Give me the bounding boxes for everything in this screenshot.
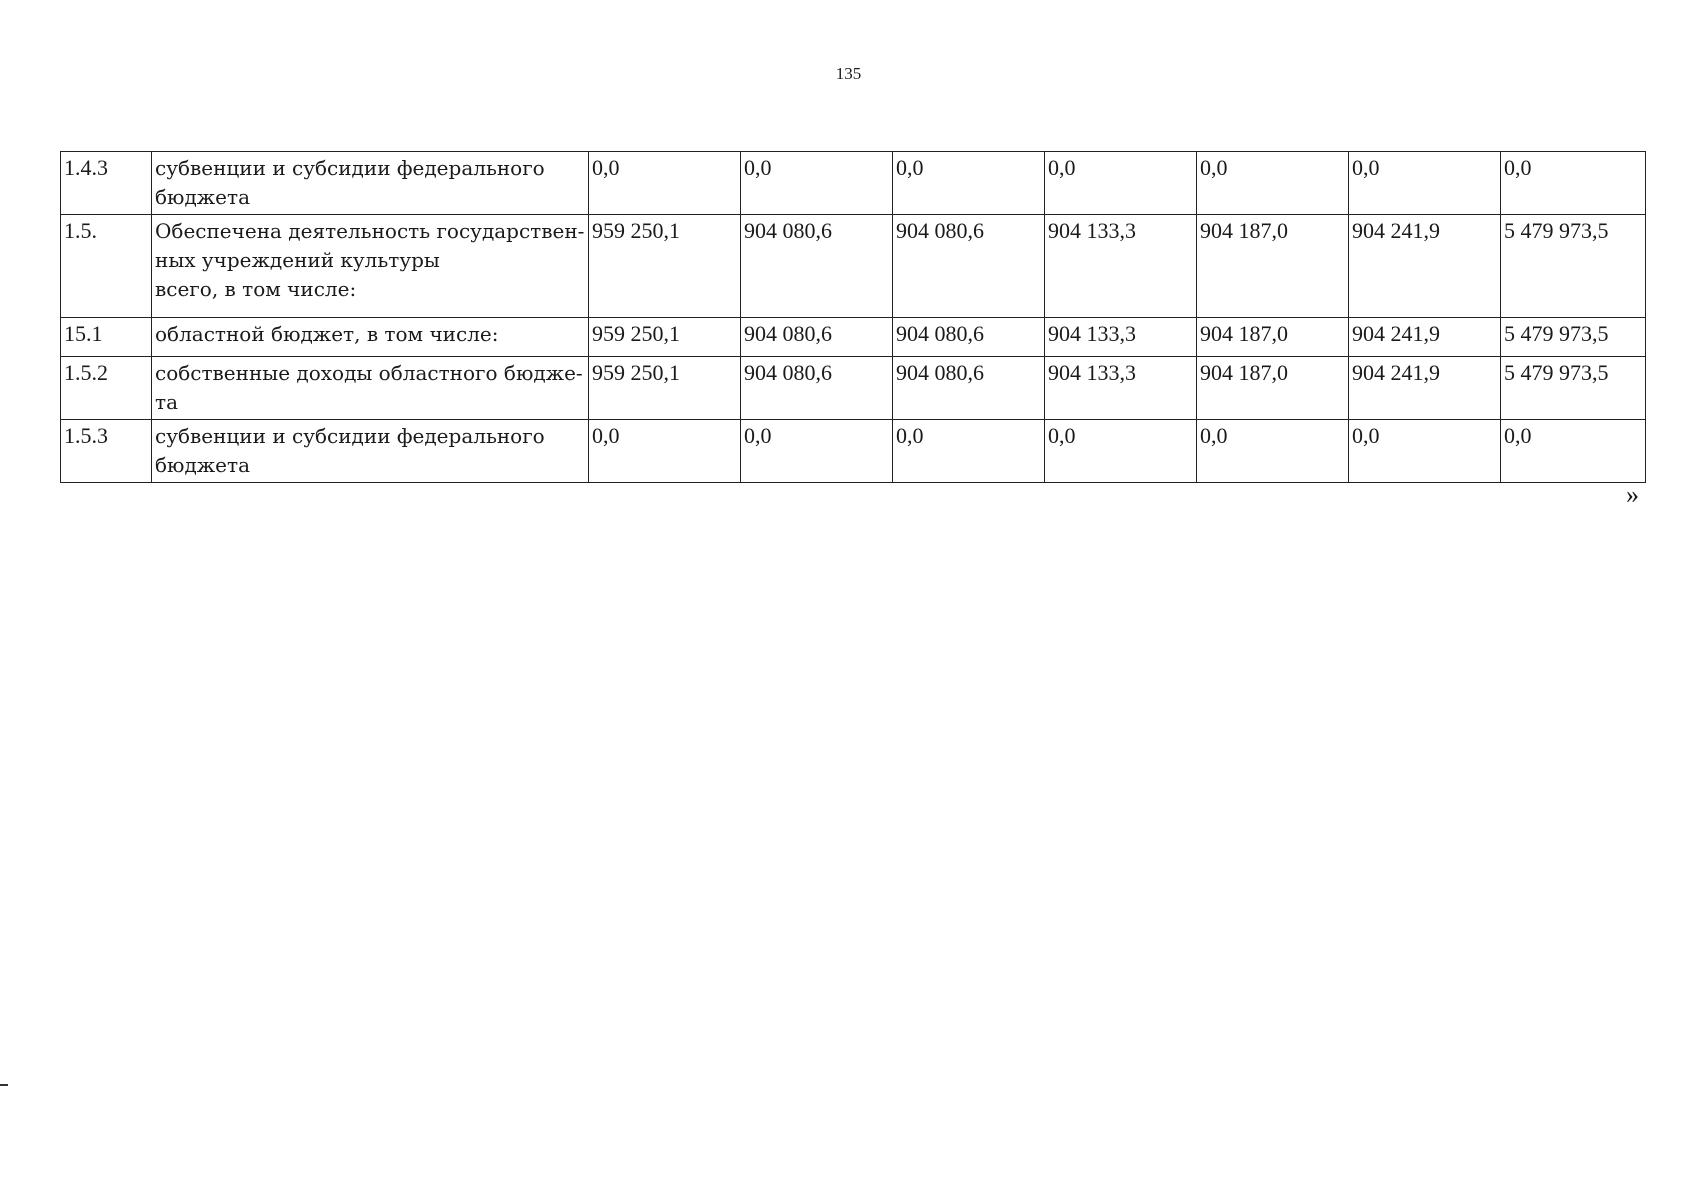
table-row xyxy=(61,420,1646,483)
row-description xyxy=(152,318,589,357)
total-cell: 5 479 973,5 xyxy=(1501,357,1646,420)
row-description-line: областной бюджет, в том числе: xyxy=(155,322,499,346)
table-row xyxy=(61,152,1646,215)
value-cell: 904 133,3 xyxy=(1045,357,1197,420)
value-cell: 0,0 xyxy=(1349,420,1501,483)
value-cell: 904 187,0 xyxy=(1197,357,1349,420)
page-number: 135 xyxy=(835,64,862,83)
margin-dash xyxy=(0,1084,8,1086)
value-cell: 904 241,9 xyxy=(1349,357,1501,420)
value-cell: 904 080,6 xyxy=(741,357,893,420)
row-description-line: Обеспечена деятельность государствен-ных учреждений культуры xyxy=(155,219,585,272)
value-cell: 0,0 xyxy=(1197,152,1349,215)
budget-table xyxy=(60,151,1646,483)
row-description-line: субвенции и субсидии федерального бюджета xyxy=(155,156,545,209)
value-cell: 904 241,9 xyxy=(1349,318,1501,357)
value-cell: 959 250,1 xyxy=(589,357,741,420)
row-description xyxy=(152,215,589,318)
value-cell: 0,0 xyxy=(589,152,741,215)
total-cell: 5 479 973,5 xyxy=(1501,318,1646,357)
total-cell: 5 479 973,5 xyxy=(1501,215,1646,318)
value-cell: 904 080,6 xyxy=(893,357,1045,420)
value-cell: 0,0 xyxy=(741,152,893,215)
value-cell: 0,0 xyxy=(893,152,1045,215)
value-cell: 904 241,9 xyxy=(1349,215,1501,318)
row-code: 1.4.3 xyxy=(61,152,152,215)
value-cell: 959 250,1 xyxy=(589,215,741,318)
row-code: 1.5.3 xyxy=(61,420,152,483)
value-cell: 0,0 xyxy=(741,420,893,483)
row-description-line: всего, в том числе: xyxy=(155,277,357,301)
value-cell: 0,0 xyxy=(1045,152,1197,215)
value-cell: 0,0 xyxy=(1045,420,1197,483)
value-cell: 904 080,6 xyxy=(893,318,1045,357)
value-cell: 0,0 xyxy=(1197,420,1349,483)
table-row xyxy=(61,357,1646,420)
value-cell: 904 080,6 xyxy=(893,215,1045,318)
row-code: 15.1 xyxy=(61,318,152,357)
row-description-line: собственные доходы областного бюдже-та xyxy=(155,361,583,414)
row-description xyxy=(152,420,589,483)
closing-quote-mark: » xyxy=(1626,480,1639,509)
total-cell: 0,0 xyxy=(1501,152,1646,215)
total-cell: 0,0 xyxy=(1501,420,1646,483)
value-cell: 904 133,3 xyxy=(1045,318,1197,357)
value-cell: 904 133,3 xyxy=(1045,215,1197,318)
table-row xyxy=(61,318,1646,357)
row-description xyxy=(152,357,589,420)
row-description xyxy=(152,152,589,215)
value-cell: 904 080,6 xyxy=(741,318,893,357)
value-cell: 904 187,0 xyxy=(1197,215,1349,318)
value-cell: 0,0 xyxy=(893,420,1045,483)
value-cell: 0,0 xyxy=(589,420,741,483)
value-cell: 904 080,6 xyxy=(741,215,893,318)
row-code: 1.5.2 xyxy=(61,357,152,420)
value-cell: 959 250,1 xyxy=(589,318,741,357)
row-code: 1.5. xyxy=(61,215,152,318)
row-description-line: субвенции и субсидии федерального бюджета xyxy=(155,424,545,477)
table-row xyxy=(61,215,1646,318)
value-cell: 904 187,0 xyxy=(1197,318,1349,357)
value-cell: 0,0 xyxy=(1349,152,1501,215)
